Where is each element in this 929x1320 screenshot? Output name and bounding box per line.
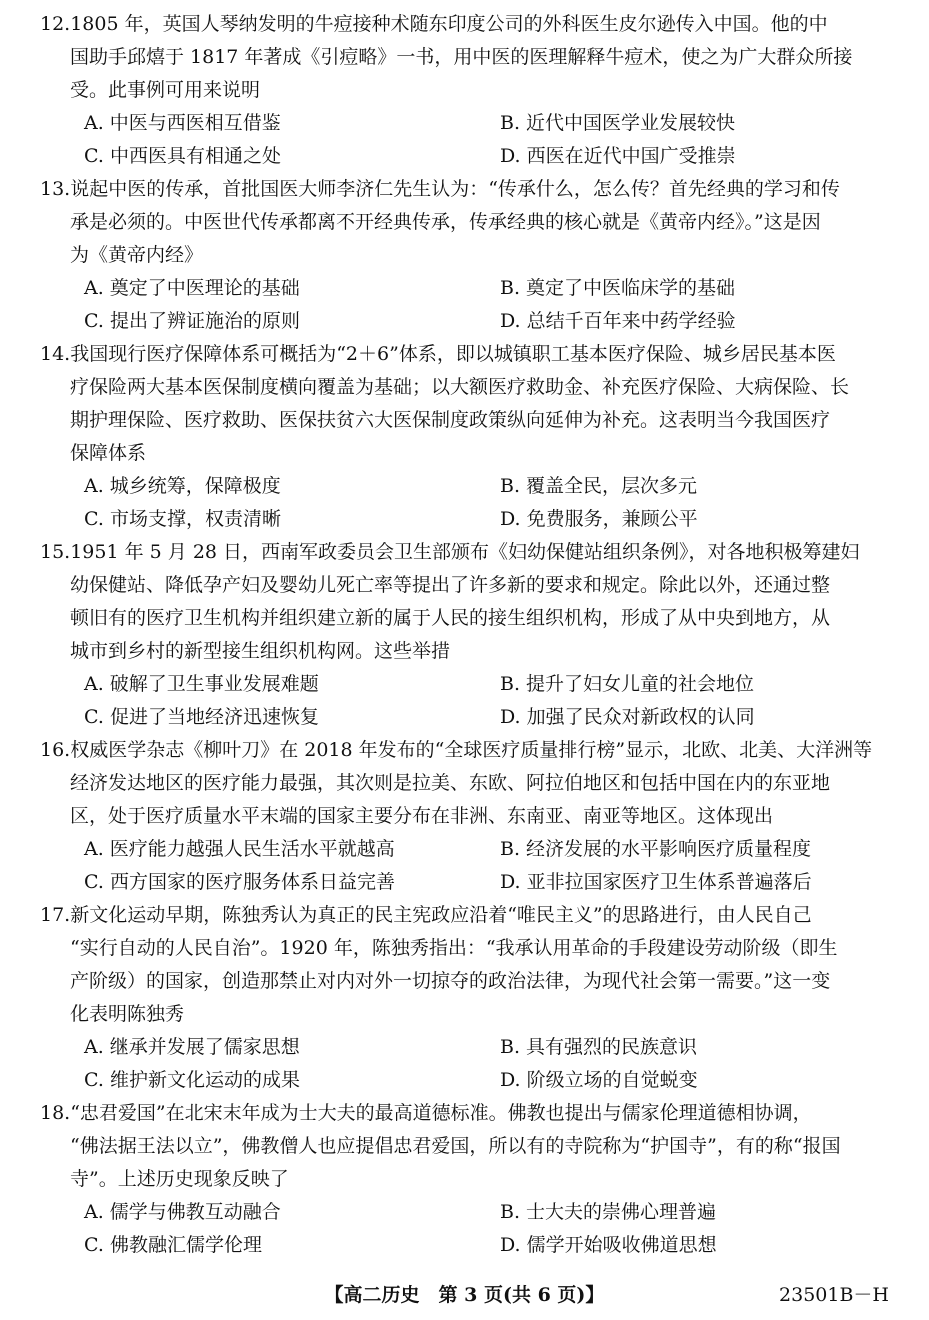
option-b: B. 士大夫的崇佛心理普遍 bbox=[500, 1201, 717, 1223]
option-a: A. 城乡统筹，保障极度 bbox=[84, 475, 281, 497]
option-row bbox=[40, 1229, 892, 1262]
question-stem-line: 17.新文化运动早期，陈独秀认为真正的民主宪政应沿着“唯民主义”的思路进行，由人民自己 bbox=[40, 904, 812, 926]
option-d: D. 免费服务，兼顾公平 bbox=[500, 508, 698, 530]
option-c: C. 提出了辨证施治的原则 bbox=[84, 310, 300, 332]
footer-exam-code: 23501B－H bbox=[779, 1284, 889, 1306]
option-row bbox=[40, 1031, 892, 1064]
question-17 bbox=[40, 899, 892, 1097]
question-stem-line: 保障体系 bbox=[70, 442, 147, 464]
question-stem-line: “佛法据王法以立”，佛教僧人也应提倡忠君爱国，所以有的寺院称为“护国寺”，有的称“报国 bbox=[70, 1135, 841, 1157]
option-c: C. 促进了当地经济迅速恢复 bbox=[84, 706, 319, 728]
option-row bbox=[40, 668, 892, 701]
option-a: A. 医疗能力越强人民生活水平就越高 bbox=[84, 838, 395, 860]
option-a: A. 儒学与佛教互动融合 bbox=[84, 1201, 281, 1223]
question-stem-line: 承是必须的。中医世代传承都离不开经典传承，传承经典的核心就是《黄帝内经》。”这是因 bbox=[70, 211, 821, 233]
footer-page-label: 【高二历史 第 3 页(共 6 页)】 bbox=[324, 1284, 605, 1306]
option-c: C. 维护新文化运动的成果 bbox=[84, 1069, 300, 1091]
question-stem-line: 经济发达地区的医疗能力最强，其次则是拉美、东欧、阿拉伯地区和包括中国在内的东亚地 bbox=[70, 772, 831, 794]
option-a: A. 奠定了中医理论的基础 bbox=[84, 277, 300, 299]
question-stem-line: 受。此事例可用来说明 bbox=[70, 79, 261, 101]
option-row bbox=[40, 305, 892, 338]
question-14 bbox=[40, 338, 892, 536]
option-b: B. 具有强烈的民族意识 bbox=[500, 1036, 698, 1058]
question-stem-line: “实行自动的人民自治”。1920 年，陈独秀指出：“我承认用革命的手段建设劳动阶级（即生 bbox=[70, 937, 838, 959]
option-d: D. 阶级立场的自觉蜕变 bbox=[500, 1069, 698, 1091]
option-b: B. 覆盖全民，层次多元 bbox=[500, 475, 698, 497]
question-stem-line: 为《黄帝内经》 bbox=[70, 244, 204, 266]
question-stem-line: 16.权威医学杂志《柳叶刀》在 2018 年发布的“全球医疗质量排行榜”显示，北欧、北美、大洋洲等 bbox=[40, 739, 873, 761]
option-row bbox=[40, 701, 892, 734]
option-row bbox=[40, 833, 892, 866]
option-d: D. 总结千百年来中药学经验 bbox=[500, 310, 736, 332]
option-row bbox=[40, 1196, 892, 1229]
option-a: A. 中医与西医相互借鉴 bbox=[84, 112, 281, 134]
option-d: D. 加强了民众对新政权的认同 bbox=[500, 706, 755, 728]
option-c: C. 西方国家的医疗服务体系日益完善 bbox=[84, 871, 395, 893]
option-row bbox=[40, 107, 892, 140]
question-stem-line: 15.1951 年 5 月 28 日，西南军政委员会卫生部颁布《妇幼保健站组织条例》，对各地积极筹建妇 bbox=[40, 541, 860, 563]
question-stem-line: 期护理保险、医疗救助、医保扶贫六大医保制度政策纵向延伸为补充。这表明当今我国医疗 bbox=[70, 409, 831, 431]
option-c: C. 佛教融汇儒学伦理 bbox=[84, 1234, 262, 1256]
question-stem-line: 化表明陈独秀 bbox=[70, 1003, 185, 1025]
question-stem-line: 顿旧有的医疗卫生机构并组织建立新的属于人民的接生组织机构，形成了从中央到地方，从 bbox=[70, 607, 831, 629]
question-15 bbox=[40, 536, 892, 734]
question-list bbox=[40, 8, 892, 1262]
option-d: D. 亚非拉国家医疗卫生体系普遍落后 bbox=[500, 871, 812, 893]
question-13 bbox=[40, 173, 892, 338]
option-row bbox=[40, 272, 892, 305]
question-stem-line: 产阶级）的国家，创造那禁止对内对外一切掠夺的政治法律，为现代社会第一需要。”这一变 bbox=[70, 970, 831, 992]
question-12 bbox=[40, 8, 892, 173]
option-row bbox=[40, 1064, 892, 1097]
option-d: D. 西医在近代中国广受推崇 bbox=[500, 145, 736, 167]
option-a: A. 破解了卫生事业发展难题 bbox=[84, 673, 319, 695]
page-footer bbox=[0, 1280, 929, 1310]
option-b: B. 经济发展的水平影响医疗质量程度 bbox=[500, 838, 812, 860]
question-stem-line: 18.“忠君爱国”在北宋末年成为士大夫的最高道德标准。佛教也提出与儒家伦理道德相协调， bbox=[40, 1102, 812, 1124]
option-row bbox=[40, 503, 892, 536]
option-row bbox=[40, 470, 892, 503]
option-a: A. 继承并发展了儒家思想 bbox=[84, 1036, 300, 1058]
question-stem-line: 寺”。上述历史现象反映了 bbox=[70, 1168, 289, 1190]
question-stem-line: 13.说起中医的传承，首批国医大师李济仁先生认为：“传承什么，怎么传？首先经典的学习和传 bbox=[40, 178, 840, 200]
question-16 bbox=[40, 734, 892, 899]
option-row bbox=[40, 866, 892, 899]
question-18 bbox=[40, 1097, 892, 1262]
option-b: B. 近代中国医学业发展较快 bbox=[500, 112, 736, 134]
question-stem-line: 14.我国现行医疗保障体系可概括为“2＋6”体系，即以城镇职工基本医疗保险、城乡居民基本医 bbox=[40, 343, 836, 365]
question-stem-line: 城市到乡村的新型接生组织机构网。这些举措 bbox=[70, 640, 451, 662]
question-stem-line: 区，处于医疗质量水平末端的国家主要分布在非洲、东南亚、南亚等地区。这体现出 bbox=[70, 805, 774, 827]
question-stem-line: 疗保险两大基本医保制度横向覆盖为基础；以大额医疗救助金、补充医疗保险、大病保险、长 bbox=[70, 376, 850, 398]
question-stem-line: 国助手邱熺于 1817 年著成《引痘略》一书，用中医的医理解释牛痘术，使之为广大群众所接 bbox=[70, 46, 853, 68]
option-c: C. 市场支撑，权责清晰 bbox=[84, 508, 281, 530]
option-row bbox=[40, 140, 892, 173]
question-stem-line: 12.1805 年，英国人琴纳发明的牛痘接种术随东印度公司的外科医生皮尔逊传入中国。他的中 bbox=[40, 13, 828, 35]
question-stem-line: 幼保健站、降低孕产妇及婴幼儿死亡率等提出了许多新的要求和规定。除此以外，还通过整 bbox=[70, 574, 831, 596]
option-d: D. 儒学开始吸收佛道思想 bbox=[500, 1234, 717, 1256]
option-c: C. 中西医具有相通之处 bbox=[84, 145, 281, 167]
option-b: B. 提升了妇女儿童的社会地位 bbox=[500, 673, 755, 695]
option-b: B. 奠定了中医临床学的基础 bbox=[500, 277, 736, 299]
